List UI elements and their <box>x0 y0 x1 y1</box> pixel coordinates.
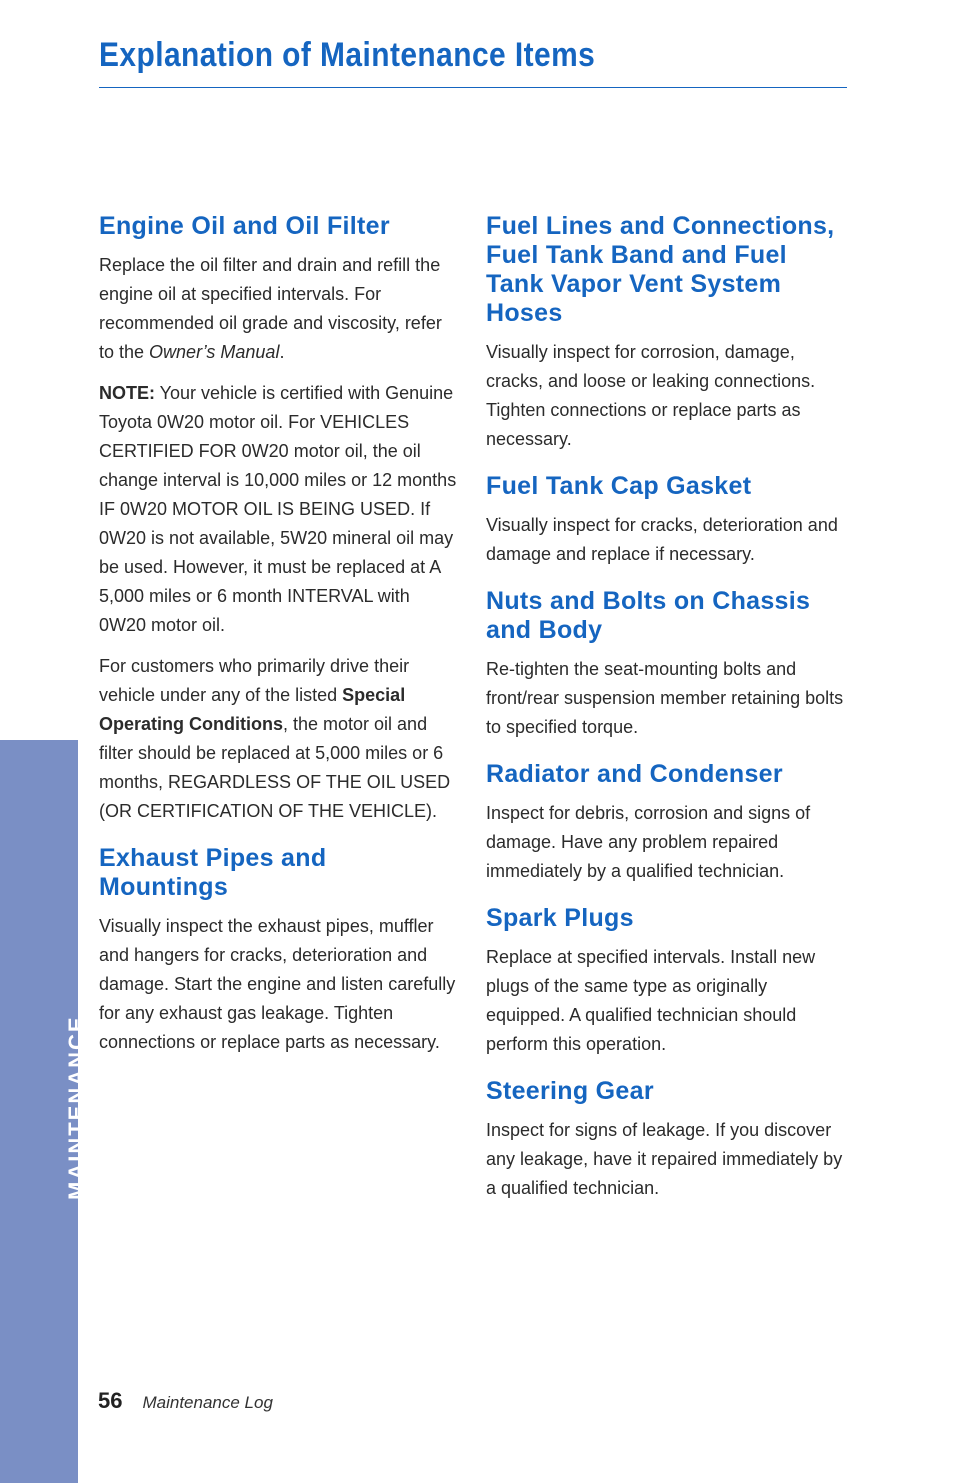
note-label: NOTE: <box>99 383 155 403</box>
engine-oil-text: Replace the oil filter and drain and refill the engine oil at specified intervals. For recommended oil grade and viscosity, refer to the <box>99 255 442 362</box>
page-footer <box>98 1388 273 1414</box>
section-engine-oil <box>99 212 461 826</box>
side-tab-label: MAINTENANCE <box>64 1015 89 1200</box>
section-heading: Fuel Lines and Connections, Fuel Tank Band and Fuel Tank Vapor Vent System Hoses <box>486 212 835 327</box>
section-heading: Fuel Tank Cap Gasket <box>486 472 752 500</box>
special-conditions-paragraph <box>99 652 461 826</box>
owners-manual-reference: Owner’s Manual <box>149 342 280 362</box>
section-body: Replace at specified intervals. Install new plugs of the same type as originally equipped. A qualified technician should perform this operation. <box>486 947 816 1054</box>
section-fuel-lines <box>486 212 848 454</box>
special-conditions-text: For customers who primarily drive their vehicle under any of the listed <box>99 656 410 705</box>
section-body: Visually inspect for corrosion, damage, cracks, and loose or leaking connections. Tighten connections or replace parts as necessary. <box>486 342 816 449</box>
section-heading: Steering Gear <box>486 1077 654 1105</box>
page-number: 56 <box>98 1388 123 1413</box>
section-heading: Exhaust Pipes and Mountings <box>99 844 327 901</box>
note-paragraph <box>99 379 461 640</box>
section-body: Re-tighten the seat-mounting bolts and front/rear suspension member retaining bolts to specified torque. <box>486 659 844 737</box>
section-body: Visually inspect the exhaust pipes, muffler and hangers for cracks, deterioration and damage. Start the engine and listen carefully for any exhaust gas leakage. Tighten connections or replace parts as necessary. <box>99 916 456 1052</box>
title-divider <box>99 87 847 88</box>
engine-oil-paragraph <box>99 251 461 367</box>
note-text: Your vehicle is certified with Genuine Toyota 0W20 motor oil. For VEHICLES CERTIFIED FOR 0W20 motor oil, the oil change interval is 10,000 miles or 12 months IF 0W20 MOTOR OIL IS BEING USED. If 0W20 is not available, 5W20 mineral oil may be used. However, it must be replaced at A 5,000 miles or 6 month INTERVAL with 0W20 motor oil. <box>99 383 457 635</box>
section-heading: Spark Plugs <box>486 904 634 932</box>
footer-label: Maintenance Log <box>142 1393 273 1412</box>
section-nuts-bolts <box>486 587 848 742</box>
section-fuel-cap <box>486 472 848 569</box>
section-heading: Nuts and Bolts on Chassis and Body <box>486 587 811 644</box>
special-conditions-term: Special Operating Conditions <box>99 685 406 734</box>
section-steering <box>486 1077 848 1203</box>
left-column <box>99 212 461 1075</box>
section-exhaust <box>99 844 461 1057</box>
section-body: Inspect for signs of leakage. If you discover any leakage, have it repaired immediately by a qualified technician. <box>486 1120 843 1198</box>
section-radiator <box>486 760 848 886</box>
section-heading: Engine Oil and Oil Filter <box>99 212 390 240</box>
right-column <box>486 212 848 1221</box>
section-body: Visually inspect for cracks, deterioration and damage and replace if necessary. <box>486 515 838 564</box>
section-body: Inspect for debris, corrosion and signs of damage. Have any problem repaired immediately by a qualified technician. <box>486 803 811 881</box>
special-conditions-text-end: , the motor oil and filter should be replaced at 5,000 miles or 6 months, REGARDLESS OF THE OIL USED (OR CERTIFICATION OF THE VEHICLE). <box>99 714 451 821</box>
engine-oil-text-end: . <box>279 342 285 362</box>
section-heading: Radiator and Condenser <box>486 760 783 788</box>
section-spark-plugs <box>486 904 848 1059</box>
page-title: Explanation of Maintenance Items <box>99 36 596 74</box>
